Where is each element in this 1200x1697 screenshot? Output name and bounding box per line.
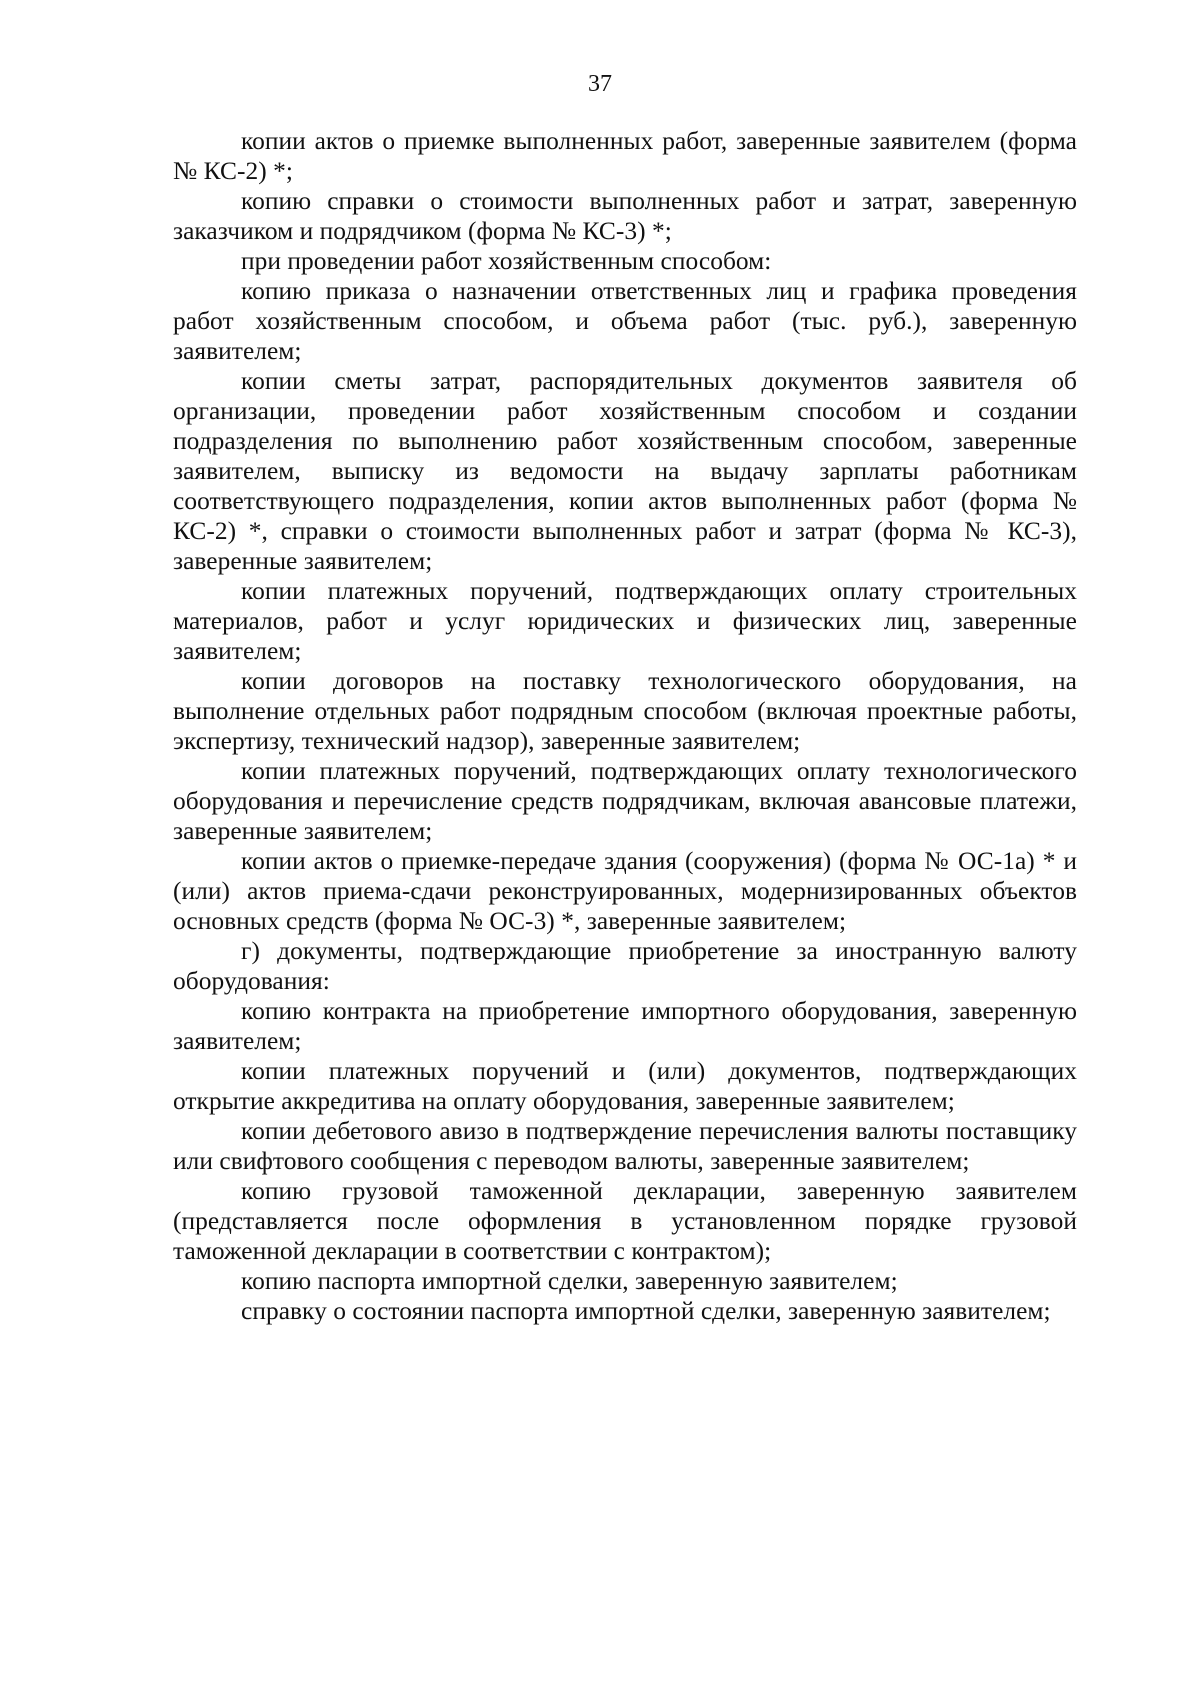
paragraph: копию справки о стоимости выполненных работ и затрат, заверенную заказчиком и подрядчиком (форма № КС-3) *; [173, 187, 1077, 245]
paragraph: справку о состоянии паспорта импортной сделки, заверенную заявителем; [241, 1297, 1051, 1325]
paragraph: г) документы, подтверждающие приобретение за иностранную валюту оборудования: [173, 937, 1077, 995]
paragraph: копии сметы затрат, распорядительных документов заявителя об организации, проведении работ хозяйственным способом и создании подразделения по выполнению работ хозяйственным способом, заверенные заявителем, выписку из ведомости на выдачу зарплаты работникам соответствующего подразделения, копии актов выполненных работ (форма № КС-2) *, справки о стоимости выполненных работ и затрат (форма № КС-3), заверенные заявителем; [173, 367, 1077, 575]
paragraph: копии дебетового авизо в подтверждение перечисления валюты поставщику или свифтового сообщения с переводом валюты, заверенные заявителем; [173, 1117, 1077, 1175]
page-number: 37 [588, 71, 612, 97]
paragraph: копии платежных поручений и (или) документов, подтверждающих открытие аккредитива на оплату оборудования, заверенные заявителем; [173, 1057, 1077, 1115]
paragraph: копию контракта на приобретение импортного оборудования, заверенную заявителем; [173, 997, 1077, 1055]
paragraph: копию грузовой таможенной декларации, заверенную заявителем (представляется после оформления в установленном порядке грузовой таможенной декларации в соответствии с контрактом); [173, 1177, 1077, 1265]
paragraph: копию паспорта импортной сделки, заверенную заявителем; [241, 1267, 898, 1295]
paragraph: при проведении работ хозяйственным способом: [241, 247, 772, 275]
paragraph: копии договоров на поставку технологического оборудования, на выполнение отдельных работ подрядным способом (включая проектные работы, экспертизу, технический надзор), заверенные заявителем; [173, 667, 1077, 755]
paragraph: копию приказа о назначении ответственных лиц и графика проведения работ хозяйственным способом, и объема работ (тыс. руб.), заверенную заявителем; [173, 277, 1077, 365]
paragraph: копии платежных поручений, подтверждающих оплату строительных материалов, работ и услуг юридических и физических лиц, заверенные заявителем; [173, 577, 1077, 665]
paragraph: копии актов о приемке-передаче здания (сооружения) (форма № ОС-1а) * и (или) актов приема-сдачи реконструированных, модернизированных объектов основных средств (форма № ОС-3) *, заверенные заявителем; [173, 847, 1077, 935]
document-body [173, 126, 1077, 1326]
paragraph: копии актов о приемке выполненных работ, заверенные заявителем (форма № КС-2) *; [173, 127, 1077, 185]
paragraph: копии платежных поручений, подтверждающих оплату технологического оборудования и перечисление средств подрядчикам, включая авансовые платежи, заверенные заявителем; [173, 757, 1077, 845]
